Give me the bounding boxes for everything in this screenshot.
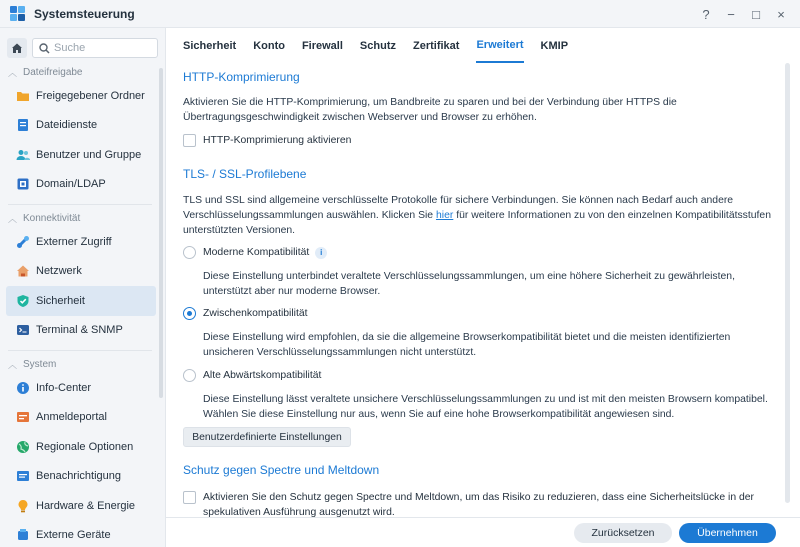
- sidebar-item-file-services[interactable]: Dateidienste: [0, 111, 160, 141]
- external-devices-icon: [16, 528, 30, 542]
- sidebar-item-external-access[interactable]: Externer Zugriff: [0, 227, 160, 257]
- http-compression-description: Aktivieren Sie die HTTP-Komprimierung, um Bandbreite zu sparen und bei der Verbindung über HTTPS die Übertragungsgeschwindigkeit zwischen Webserver und Browser zu erhöhen.: [183, 97, 677, 123]
- tab-account[interactable]: Konto: [253, 39, 285, 52]
- terminal-icon: [16, 323, 30, 337]
- info-icon[interactable]: i: [315, 247, 327, 259]
- chevron-up-icon: ︿: [8, 360, 18, 370]
- tls-profile-heading: TLS- / SSL-Profilebene: [183, 167, 307, 181]
- reset-button[interactable]: Zurücksetzen: [574, 523, 672, 543]
- content-panel: [166, 63, 784, 517]
- radio-modern-compatibility[interactable]: Moderne Kompatibilität i: [183, 246, 327, 259]
- sidebar-item-notification[interactable]: Benachrichtigung: [0, 462, 160, 492]
- http-compression-checkbox[interactable]: [183, 134, 196, 147]
- search-icon: [39, 43, 50, 54]
- help-link[interactable]: hier: [435, 210, 454, 221]
- section-header-file-sharing[interactable]: ︿ Dateifreigabe: [8, 67, 83, 78]
- content-scrollbar[interactable]: [785, 63, 790, 503]
- sidebar-item-info-center[interactable]: Info-Center: [0, 373, 160, 403]
- minimize-button[interactable]: −: [727, 6, 735, 22]
- radio-old-backward-compatibility[interactable]: Alte Abwärtskompatibilität: [183, 369, 321, 382]
- divider: [8, 204, 152, 205]
- sidebar-item-terminal-snmp[interactable]: Terminal & SNMP: [0, 316, 160, 346]
- shield-icon: [16, 294, 30, 308]
- sidebar-item-login-portal[interactable]: Anmeldeportal: [0, 403, 160, 433]
- help-button[interactable]: ?: [702, 6, 710, 22]
- http-compression-heading: HTTP-Komprimierung: [183, 70, 300, 84]
- home-icon: [11, 42, 23, 54]
- radio-intermediate-compatibility[interactable]: Zwischenkompatibilität: [183, 307, 308, 320]
- file-services-icon: [16, 118, 30, 132]
- network-icon: [16, 264, 30, 278]
- folder-icon: [16, 89, 30, 103]
- maximize-button[interactable]: □: [752, 6, 760, 22]
- spectre-meltdown-checkbox[interactable]: [183, 491, 196, 504]
- sidebar-item-shared-folder[interactable]: Freigegebener Ordner: [0, 81, 160, 111]
- window-title: Systemsteuerung: [34, 6, 135, 21]
- external-access-icon: [16, 235, 30, 249]
- tls-profile-description: TLS und SSL sind allgemeine verschlüsselte Protokolle für sichere Verbindungen. Sie können nach Bedarf auch andere Verschlüsselungssammlungen auswählen. Klicken Sie hier für weitere Informationen zu von den einzelnen Kompatibilitätsstufen unterstützten Versionen.: [183, 195, 771, 236]
- info-icon: [16, 381, 30, 395]
- divider: [8, 350, 152, 351]
- tab-certificate[interactable]: Zertifikat: [412, 39, 460, 52]
- sidebar-item-network[interactable]: Netzwerk: [0, 257, 160, 287]
- close-button[interactable]: ×: [777, 6, 785, 22]
- footer-bar: [166, 517, 800, 547]
- old-compatibility-description: Diese Einstellung lässt veraltete unsichere Verschlüsselungssammlungen zu und ist mit den meisten Browsern kompatibel. Wählen Sie diese Einstellung nur aus, wenn Sie auf eine hohe Browserkompatibilität angewiesen sind.: [203, 394, 768, 420]
- login-portal-icon: [16, 410, 30, 424]
- spectre-meltdown-option[interactable]: Aktivieren Sie den Schutz gegen Spectre und Meltdown, um das Risiko zu reduzieren, dass eine Sicherheitslücke in der spekulativen Ausführung ausgenutzt wird.: [183, 490, 779, 517]
- notification-icon: [16, 469, 30, 483]
- modern-compatibility-radio[interactable]: [183, 246, 196, 259]
- sidebar-item-users[interactable]: Benutzer und Gruppe: [0, 140, 160, 170]
- sidebar-item-domain-ldap[interactable]: Domain/LDAP: [0, 170, 160, 200]
- section-header-system[interactable]: ︿ System: [8, 359, 57, 370]
- custom-settings-button[interactable]: Benutzerdefinierte Einstellungen: [183, 427, 351, 447]
- chevron-up-icon: ︿: [8, 68, 18, 78]
- sidebar-item-hardware-power[interactable]: Hardware & Energie: [0, 491, 160, 521]
- tab-bar: [166, 28, 800, 63]
- tab-advanced[interactable]: Erweitert: [476, 28, 523, 63]
- title-bar: [0, 0, 800, 28]
- sidebar-nav: [0, 64, 160, 547]
- intermediate-compatibility-radio[interactable]: [183, 307, 196, 320]
- tab-protection[interactable]: Schutz: [359, 39, 396, 52]
- intermediate-compatibility-description: Diese Einstellung wird empfohlen, da sie die allgemeine Browserkompatibilität bietet und die meisten identifizierten unsicheren Verschlüsselungssammlungen nicht unterstützt.: [203, 332, 731, 358]
- search-input[interactable]: [54, 42, 150, 54]
- old-compatibility-radio[interactable]: [183, 369, 196, 382]
- home-button[interactable]: [7, 38, 27, 58]
- section-header-connectivity[interactable]: ︿ Konnektivität: [8, 213, 81, 224]
- sidebar-item-regional-options[interactable]: Regionale Optionen: [0, 432, 160, 462]
- sidebar: [0, 28, 166, 547]
- modern-compatibility-description: Diese Einstellung unterbindet veraltete Verschlüsselungssammlungen, um eine höhere Sicherheit zu gewährleisten, unterstützt aber nur moderne Browser.: [203, 271, 735, 297]
- apply-button[interactable]: Übernehmen: [679, 523, 776, 543]
- domain-icon: [16, 177, 30, 191]
- hardware-icon: [16, 499, 30, 513]
- sidebar-item-security[interactable]: Sicherheit: [6, 286, 156, 316]
- spectre-meltdown-heading: Schutz gegen Spectre und Meltdown: [183, 463, 380, 477]
- http-compression-option[interactable]: HTTP-Komprimierung aktivieren: [183, 134, 351, 147]
- search-box[interactable]: [32, 38, 158, 58]
- chevron-up-icon: ︿: [8, 214, 18, 224]
- tab-kmip[interactable]: KMIP: [540, 39, 569, 52]
- sidebar-item-external-devices[interactable]: Externe Geräte: [0, 521, 160, 547]
- users-icon: [16, 148, 30, 162]
- tab-security[interactable]: Sicherheit: [183, 39, 237, 52]
- control-panel-icon: [10, 6, 26, 22]
- regional-icon: [16, 440, 30, 454]
- tab-firewall[interactable]: Firewall: [301, 39, 343, 52]
